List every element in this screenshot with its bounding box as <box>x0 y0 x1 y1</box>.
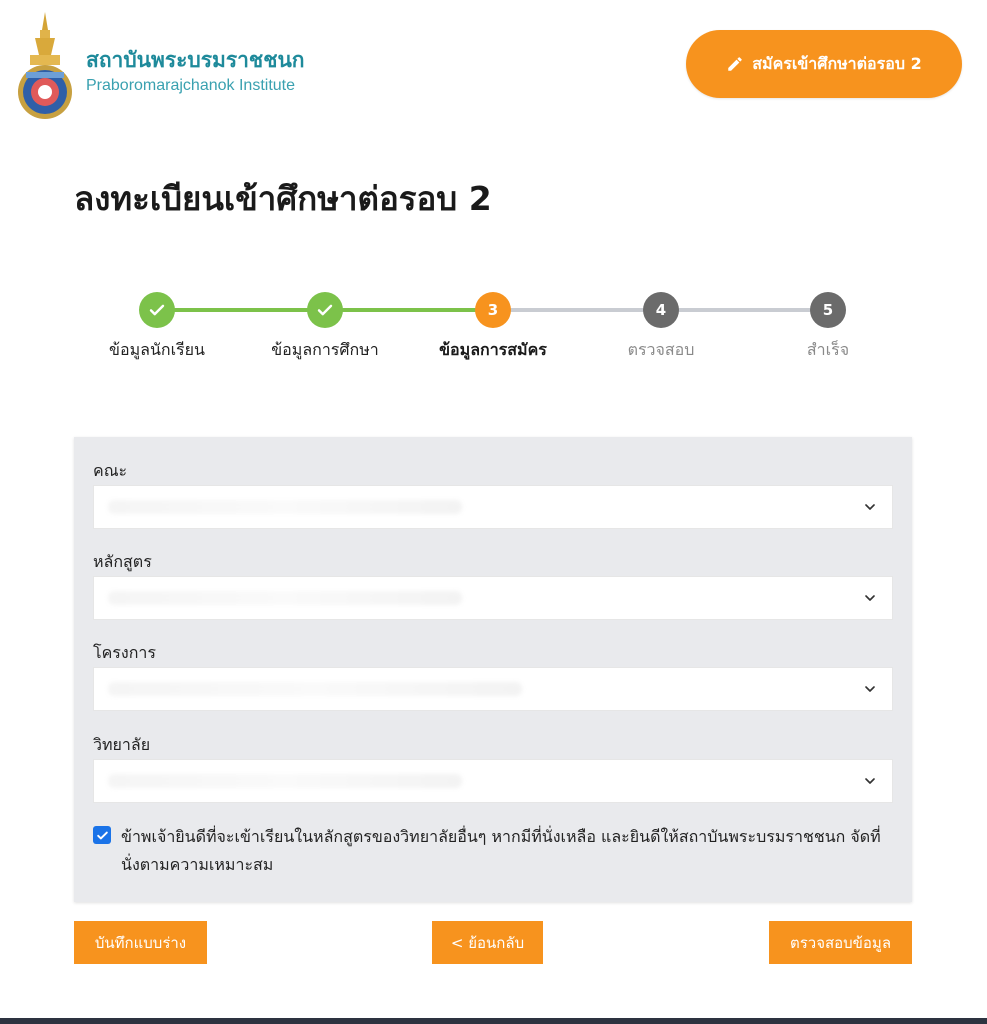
apply-button-label: สมัครเข้าศึกษาต่อรอบ 2 <box>752 53 922 73</box>
consent-checkbox[interactable] <box>93 826 111 844</box>
project-selected-value <box>108 682 522 696</box>
program-select[interactable] <box>93 576 893 620</box>
step-connector-3 <box>493 308 661 312</box>
step-2-marker <box>307 292 343 328</box>
program-selected-value <box>108 591 462 605</box>
project-select[interactable] <box>93 667 893 711</box>
program-label: หลักสูตร <box>93 552 152 571</box>
faculty-select[interactable] <box>93 485 893 529</box>
step-connector-2 <box>325 308 493 312</box>
page-title: ลงทะเบียนเข้าศึกษาต่อรอบ 2 <box>74 179 492 218</box>
consent-text: ข้าพเจ้ายินดีที่จะเข้าเรียนในหลักสูตรของวิทยาลัยอื่นๆ หากมีที่นั่งเหลือ และยินดีให้สถาบันพระบรมราชชนก จัดที่นั่งตามความเหมาะสม <box>121 827 881 874</box>
check-icon <box>316 301 334 319</box>
step-3-label: ข้อมูลการสมัคร <box>439 340 547 359</box>
progress-stepper <box>0 292 987 372</box>
college-label: วิทยาลัย <box>93 735 151 754</box>
check-icon <box>148 301 166 319</box>
step-5-label: สำเร็จ <box>806 340 850 359</box>
step-2-label: ข้อมูลการศึกษา <box>271 340 379 359</box>
step-4-label: ตรวจสอบ <box>627 340 695 359</box>
chevron-down-icon <box>862 590 878 606</box>
institute-name-en: Praboromarajchanok Institute <box>86 77 295 94</box>
step-connector-4 <box>661 308 828 312</box>
project-label: โครงการ <box>93 643 156 662</box>
footer-bar <box>0 1018 987 1024</box>
step-5-marker: 5 <box>810 292 846 328</box>
application-form-panel <box>74 437 912 902</box>
back-button[interactable]: < ย้อนกลับ <box>432 921 543 964</box>
faculty-selected-value <box>108 500 462 514</box>
chevron-down-icon <box>862 773 878 789</box>
college-selected-value <box>108 774 462 788</box>
step-4-marker: 4 <box>643 292 679 328</box>
college-select[interactable] <box>93 759 893 803</box>
institute-logo <box>16 10 74 122</box>
step-1-marker <box>139 292 175 328</box>
save-draft-button[interactable]: บันทึกแบบร่าง <box>74 921 207 964</box>
chevron-down-icon <box>862 681 878 697</box>
consent-row <box>93 823 893 879</box>
chevron-down-icon <box>862 499 878 515</box>
review-data-button[interactable]: ตรวจสอบข้อมูล <box>769 921 912 964</box>
step-connector-1 <box>157 308 325 312</box>
apply-round-2-button[interactable] <box>686 30 962 98</box>
faculty-label: คณะ <box>93 461 128 480</box>
pencil-icon <box>726 55 744 73</box>
step-1-label: ข้อมูลนักเรียน <box>109 340 205 359</box>
step-3-marker: 3 <box>475 292 511 328</box>
checkmark-icon <box>96 829 109 842</box>
header <box>0 0 987 130</box>
institute-name-th: สถาบันพระบรมราชชนก <box>86 48 305 72</box>
